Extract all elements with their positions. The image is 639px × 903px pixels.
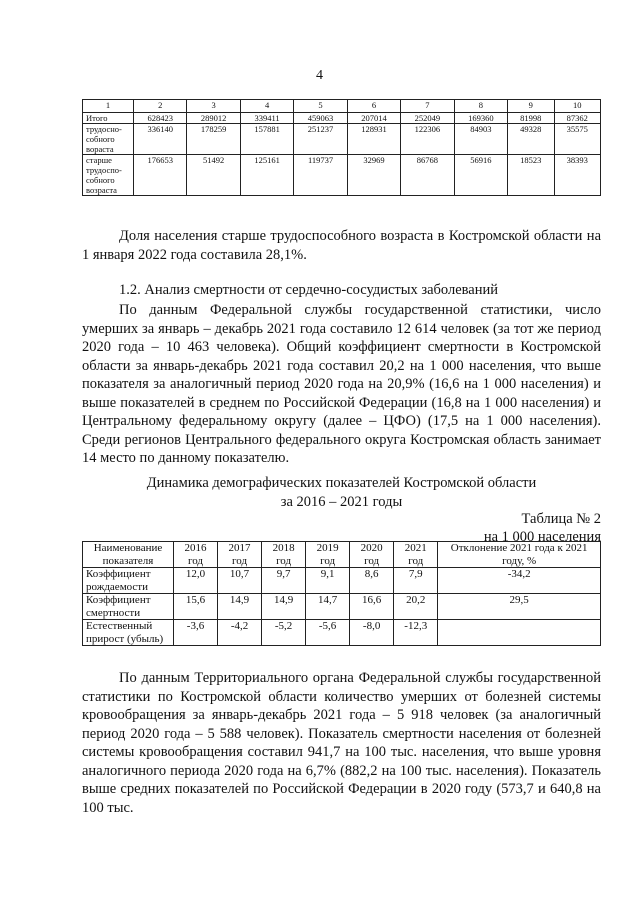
table-row [83, 113, 601, 124]
table-cell: 81998 [508, 113, 554, 124]
table-header-cell: 5 [294, 100, 347, 113]
table-header-cell: Отклонение 2021 года к 2021 году, % [438, 542, 601, 568]
table-header-cell: 2019 год [306, 542, 350, 568]
row-label: Итого [83, 113, 134, 124]
row-label: Коэффициент рождаемости [83, 568, 174, 594]
table-header-cell: 2016 год [174, 542, 218, 568]
table-cell: 289012 [187, 113, 240, 124]
table-cell: 119737 [294, 155, 347, 196]
table-cell: 18523 [508, 155, 554, 196]
table-cell: 20,2 [394, 594, 438, 620]
table-header-cell: 7 [401, 100, 454, 113]
table-cell: 56916 [454, 155, 507, 196]
table-header-cell: 4 [240, 100, 293, 113]
table-cell: -5,6 [306, 620, 350, 646]
row-label: Коэффициент смертности [83, 594, 174, 620]
table-cell [438, 620, 601, 646]
table-header-cell: 2018 год [262, 542, 306, 568]
table-cell: 207014 [347, 113, 400, 124]
table-header-row [83, 100, 601, 113]
table-cell: 9,7 [262, 568, 306, 594]
paragraph-mortality: По данным Федеральной службы государственной статистики, число умерших за январь – декабрь 2021 года составило 12 614 человек (за тот же период 2020 года – 10 463 человека). Общий коэффициент смертности в Костромской области за январь-декабрь 2021 года составил 20,2 на 1 000 населения, что выше показателя за аналогичный период 2020 года на 20,9% (16,6 на 1 000 населения) и выше показателей в среднем по Российской Федерации (16,8 на 1 000 населения) и Центральному федеральному округу (далее – ЦФО) (17,5 на 1 000 населения). Среди регионов Центрального федерального округа Костромская область занимает 14 место по данному показателю. [82, 302, 601, 466]
table-cell: 14,9 [262, 594, 306, 620]
row-label: Естественный прирост (убыль) [83, 620, 174, 646]
table-cell: -34,2 [438, 568, 601, 594]
table-header-cell: 2020 год [350, 542, 394, 568]
table-header-cell: 2017 год [218, 542, 262, 568]
table-cell: 86768 [401, 155, 454, 196]
table-row [83, 124, 601, 155]
table-cell: 178259 [187, 124, 240, 155]
table-title [82, 474, 601, 511]
table-header-cell: 1 [83, 100, 134, 113]
table-header-cell: 10 [554, 100, 600, 113]
table-cell: -12,3 [394, 620, 438, 646]
page-number: 4 [316, 68, 323, 83]
table-cell: 51492 [187, 155, 240, 196]
row-label: трудосно-собного вораста [83, 124, 134, 155]
table-header-cell: 8 [454, 100, 507, 113]
table-cell: -8,0 [350, 620, 394, 646]
table-cell: 125161 [240, 155, 293, 196]
table-cell: 176653 [134, 155, 187, 196]
table-cell: 628423 [134, 113, 187, 124]
table-cell: 32969 [347, 155, 400, 196]
paragraph-circulatory: По данным Территориального органа Федеральной службы государственной статистики по Костромской области количество умерших от болезней системы кровообращения за январь-декабрь 2021 года – 5 918 человек (за аналогичный период 2020 года – 5 588 человек). Показатель смертности населения от болезней системы кровообращения составил 941,7 на 100 тыс. населения, что выше уровня аналогичного периода 2020 года на 6,7% (882,2 на 100 тыс. населения). Показатель выше средних показателей по Российской Федерации в 2020 году (573,7 и 640,8 на 100 тыс. [82, 670, 601, 816]
table-cell: 251237 [294, 124, 347, 155]
demographics-table [82, 541, 601, 646]
table-cell: 7,9 [394, 568, 438, 594]
table-cell: -4,2 [218, 620, 262, 646]
table-cell: 14,9 [218, 594, 262, 620]
table-cell: 29,5 [438, 594, 601, 620]
table-header-cell: 3 [187, 100, 240, 113]
table-header-cell: 6 [347, 100, 400, 113]
table-cell: 38393 [554, 155, 600, 196]
table-cell: 336140 [134, 124, 187, 155]
table-cell: 459063 [294, 113, 347, 124]
table-header-cell: 2 [134, 100, 187, 113]
table-cell: 14,7 [306, 594, 350, 620]
population-table [82, 99, 601, 196]
table-header-cell: 9 [508, 100, 554, 113]
table-cell: 35575 [554, 124, 600, 155]
table-header-cell: Наименование показателя [83, 542, 174, 568]
table-row [83, 594, 601, 620]
table-cell: 10,7 [218, 568, 262, 594]
table-header-row [83, 542, 601, 568]
table-row [83, 568, 601, 594]
table-cell: 87362 [554, 113, 600, 124]
section-heading: 1.2. Анализ смертности от сердечно-сосудистых заболеваний [119, 282, 498, 298]
table-cell: 252049 [401, 113, 454, 124]
table-cell: 128931 [347, 124, 400, 155]
table-row [83, 155, 601, 196]
table-number: Таблица № 2 [521, 511, 601, 527]
table-cell: 84903 [454, 124, 507, 155]
table-cell: 8,6 [350, 568, 394, 594]
table-header-cell: 2021 год [394, 542, 438, 568]
table-cell: 169360 [454, 113, 507, 124]
table-cell: 339411 [240, 113, 293, 124]
row-label: старше трудоспо-собного возраста [83, 155, 134, 196]
table-unit: на 1 000 населения [483, 529, 601, 545]
table-cell: 49328 [508, 124, 554, 155]
paragraph-share-elderly: Доля населения старше трудоспособного возраста в Костромской области на 1 января 2022 года составила 28,1%. [82, 228, 601, 263]
table-row [83, 620, 601, 646]
table-title-line: за 2016 – 2021 годы [280, 493, 403, 510]
table-cell: 9,1 [306, 568, 350, 594]
table-cell: 16,6 [350, 594, 394, 620]
table-cell: 157881 [240, 124, 293, 155]
table-title-line: Динамика демографических показателей Костромской области [146, 475, 537, 491]
table-cell: 15,6 [174, 594, 218, 620]
table-cell: -5,2 [262, 620, 306, 646]
table-cell: 12,0 [174, 568, 218, 594]
table-cell: -3,6 [174, 620, 218, 646]
table-cell: 122306 [401, 124, 454, 155]
